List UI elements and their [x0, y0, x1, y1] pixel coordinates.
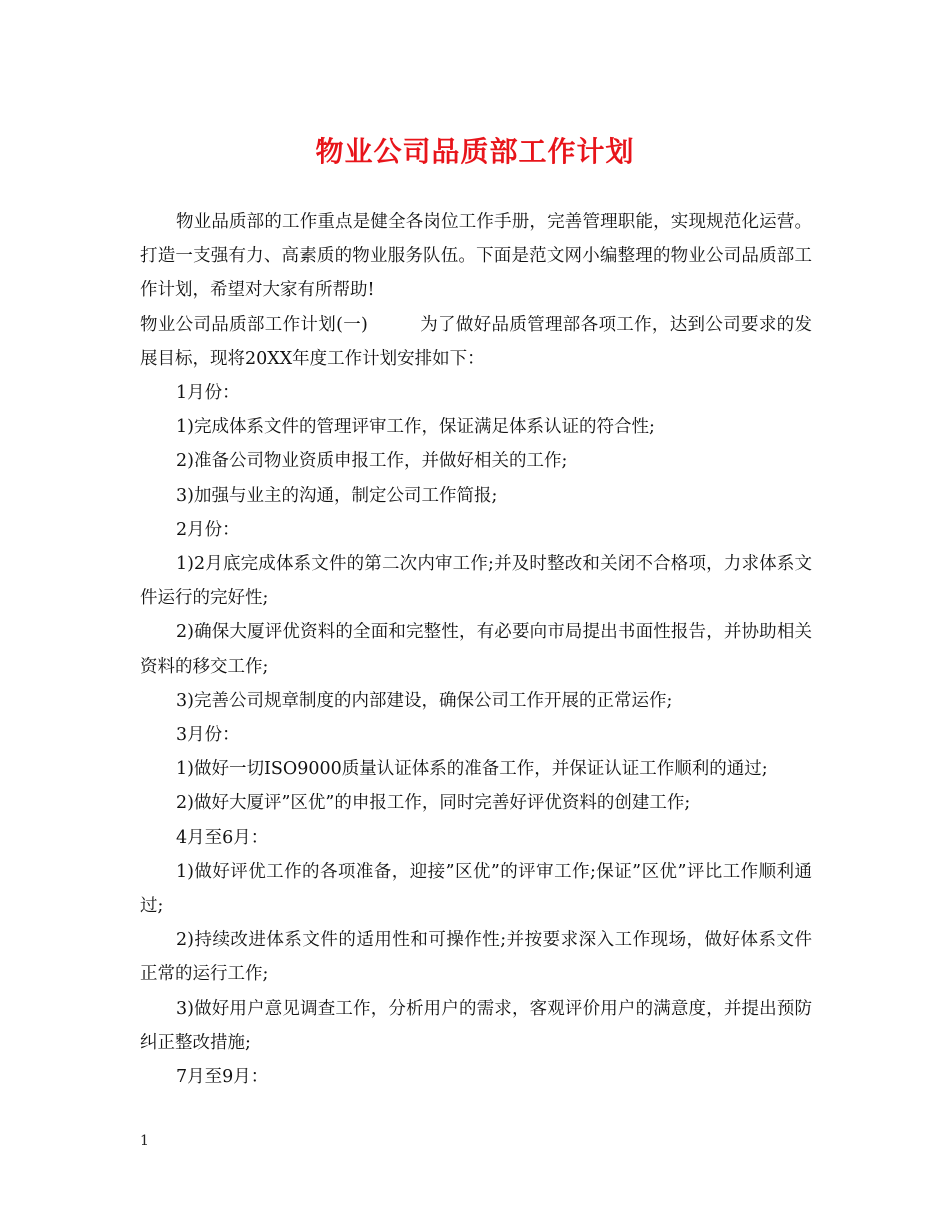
plan-item: 3)加强与业主的沟通，制定公司工作简报; [176, 485, 498, 506]
month-heading: 4月至6月： [176, 827, 269, 848]
month-heading: 7月至9月： [176, 1067, 269, 1088]
plan-item: 3)做好用户意见调查工作，分析用户的需求，客观评价用户的满意度，并提出预防纠正整改措施; [140, 998, 812, 1053]
intro-paragraph: 物业品质部的工作重点是健全各岗位工作手册，完善管理职能，实现规范化运营。打造一支强有力、高素质的物业服务队伍。下面是范文网小编整理的物业公司品质部工作计划，希望对大家有所帮助! [140, 212, 812, 301]
document-body [140, 205, 812, 1094]
plan-item: 1)做好一切ISO9000质量认证体系的准备工作，并保证认证工作顺利的通过; [176, 759, 768, 780]
section-paragraph [140, 308, 812, 376]
plan-item: 2)做好大厦评”区优”的申报工作，同时完善好评优资料的创建工作; [176, 793, 691, 814]
plan-item: 2)持续改进体系文件的适用性和可操作性;并按要求深入工作现场，做好体系文件正常的运行工作; [140, 930, 812, 985]
plan-item: 2)准备公司物业资质申报工作，并做好相关的工作; [176, 451, 568, 472]
section-heading: 物业公司品质部工作计划(一) [140, 314, 368, 335]
plan-item: 3)完善公司规章制度的内部建设，确保公司工作开展的正常运作; [176, 690, 673, 711]
section-lead: 为了做好品质管理部各项工作，达到公司要求的发展目标，现将20XX年度工作计划安排如下： [140, 314, 813, 369]
plan-item: 1)做好评优工作的各项准备，迎接”区优”的评审工作;保证”区优”评比工作顺利通过; [140, 861, 812, 917]
month-heading: 3月份： [176, 725, 240, 746]
page-number: 1 [140, 1133, 149, 1149]
document-title: 物业公司品质部工作计划 [315, 135, 635, 168]
month-heading: 1月份： [176, 383, 240, 404]
plan-item: 2)确保大厦评优资料的全面和完整性，有必要向市局提出书面性报告，并协助相关资料的移交工作; [140, 622, 812, 677]
plan-item: 1)完成体系文件的管理评审工作，保证满足体系认证的符合性; [176, 417, 655, 438]
month-heading: 2月份： [176, 519, 240, 540]
plan-item: 1)2月底完成体系文件的第二次内审工作;并及时整改和关闭不合格项，力求体系文件运行的完好性; [140, 554, 812, 609]
